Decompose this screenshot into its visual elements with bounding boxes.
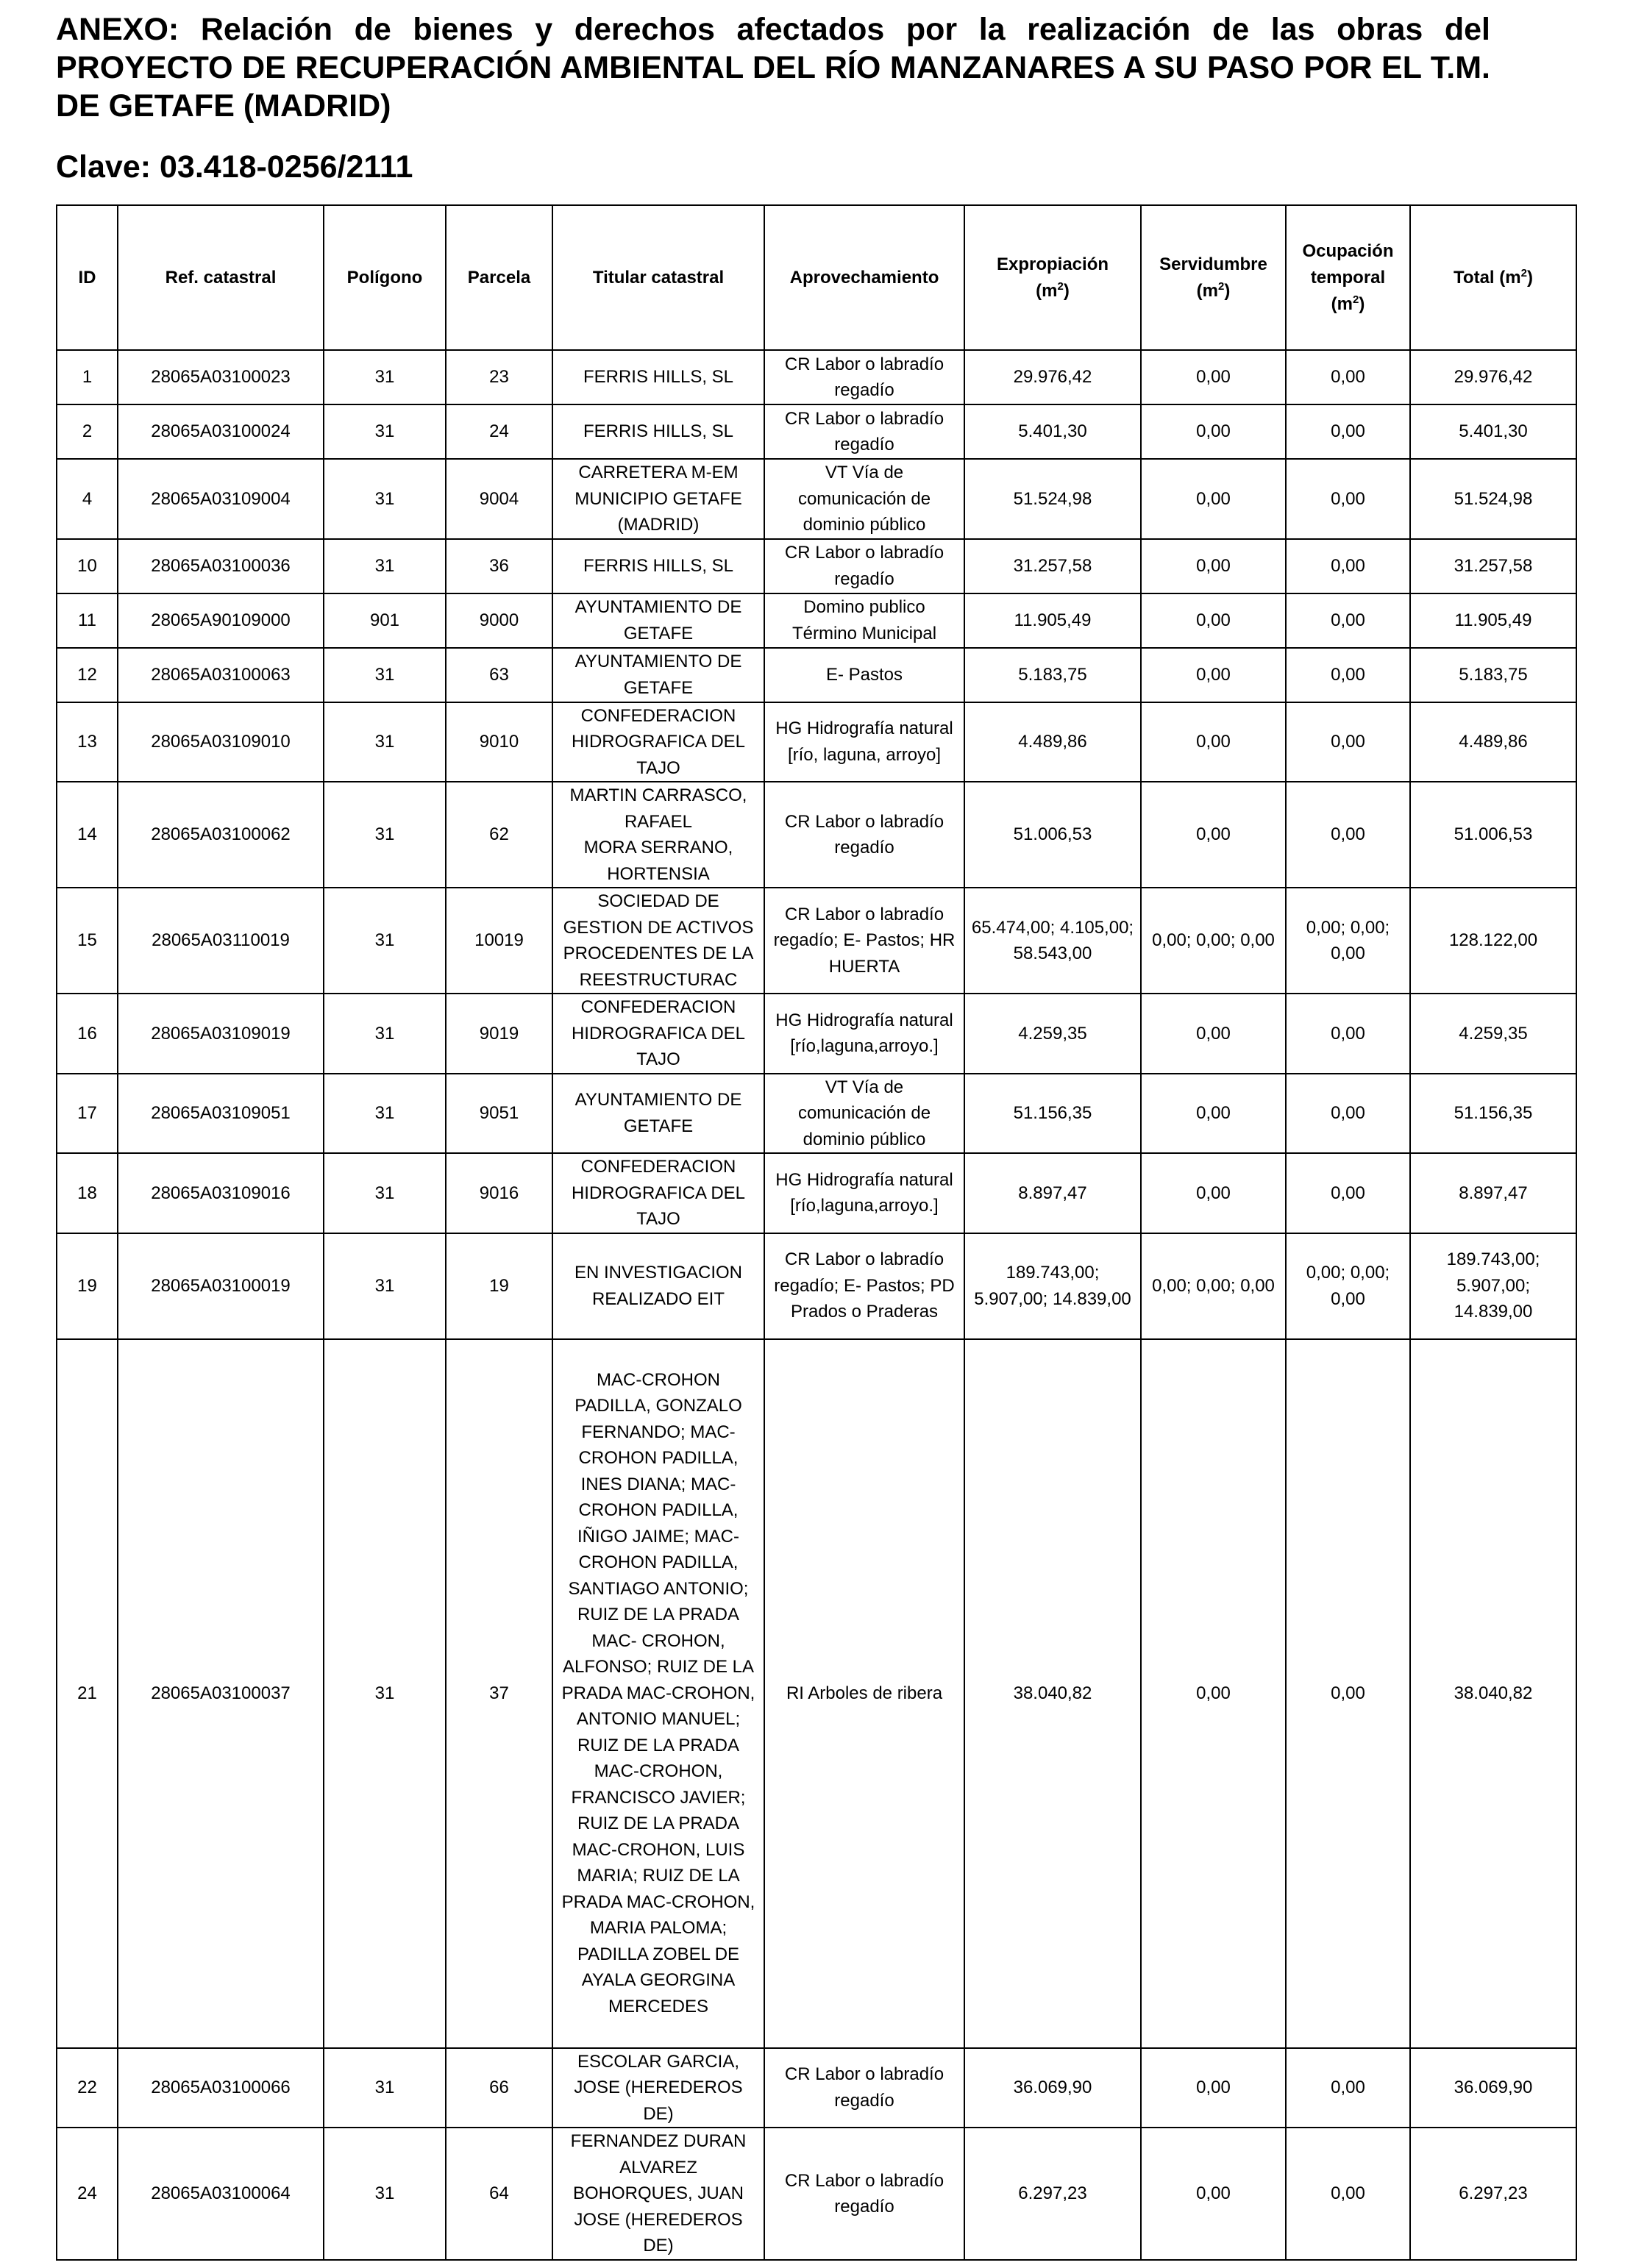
table-row bbox=[57, 782, 1576, 888]
table-row bbox=[57, 2128, 1576, 2260]
cell-aprovechamiento: CR Labor o labradío regadío bbox=[764, 404, 964, 459]
cell-parcela: 63 bbox=[446, 648, 552, 702]
cell-expropiacion: 4.259,35 bbox=[964, 994, 1141, 1074]
cell-expropiacion: 51.156,35 bbox=[964, 1074, 1141, 1154]
cell-ref-catastral: 28065A03100063 bbox=[118, 648, 324, 702]
cell-ref-catastral: 28065A03109019 bbox=[118, 994, 324, 1074]
cell-expropiacion: 189.743,00; 5.907,00; 14.839,00 bbox=[964, 1233, 1141, 1339]
table-row bbox=[57, 1153, 1576, 1233]
cell-ref-catastral: 28065A03100023 bbox=[118, 350, 324, 404]
cell-total: 51.006,53 bbox=[1410, 782, 1576, 888]
cell-poligono: 31 bbox=[324, 782, 446, 888]
table-row bbox=[57, 1074, 1576, 1154]
cell-ocupacion: 0,00 bbox=[1286, 459, 1410, 539]
header-titular: Titular catastral bbox=[552, 205, 764, 350]
table-row bbox=[57, 539, 1576, 593]
header-ocupacion-temporal: Ocupación temporal $(m^2)$ bbox=[1286, 205, 1410, 350]
header-parcela: Parcela bbox=[446, 205, 552, 350]
table-row bbox=[57, 404, 1576, 459]
cell-ref-catastral: 28065A03109051 bbox=[118, 1074, 324, 1154]
cell-expropiacion: 51.524,98 bbox=[964, 459, 1141, 539]
cell-aprovechamiento: CR Labor o labradío regadío bbox=[764, 2048, 964, 2128]
cell-ocupacion: 0,00 bbox=[1286, 702, 1410, 782]
cell-parcela: 19 bbox=[446, 1233, 552, 1339]
cell-expropiacion: 6.297,23 bbox=[964, 2128, 1141, 2260]
cell-parcela: 9010 bbox=[446, 702, 552, 782]
cell-poligono: 31 bbox=[324, 994, 446, 1074]
cell-expropiacion: 38.040,82 bbox=[964, 1339, 1141, 2048]
cell-aprovechamiento: CR Labor o labradío regadío bbox=[764, 2128, 964, 2260]
cell-id: 17 bbox=[57, 1074, 118, 1154]
cell-ocupacion: 0,00 bbox=[1286, 350, 1410, 404]
cell-ref-catastral: 28065A90109000 bbox=[118, 593, 324, 648]
cell-aprovechamiento: CR Labor o labradío regadío bbox=[764, 539, 964, 593]
cell-id: 16 bbox=[57, 994, 118, 1074]
cell-poligono: 31 bbox=[324, 350, 446, 404]
cell-ref-catastral: 28065A03110019 bbox=[118, 888, 324, 994]
cell-ref-catastral: 28065A03100037 bbox=[118, 1339, 324, 2048]
cell-aprovechamiento: HG Hidrografía natural [río,laguna,arroyo.] bbox=[764, 1153, 964, 1233]
cell-parcela: 24 bbox=[446, 404, 552, 459]
table-body bbox=[57, 350, 1576, 2260]
cell-titular: AYUNTAMIENTO DE GETAFE bbox=[552, 648, 764, 702]
cell-ocupacion: 0,00; 0,00; 0,00 bbox=[1286, 888, 1410, 994]
cell-total: 29.976,42 bbox=[1410, 350, 1576, 404]
cell-servidumbre: 0,00 bbox=[1141, 593, 1286, 648]
cell-expropiacion: 11.905,49 bbox=[964, 593, 1141, 648]
cell-titular: MARTIN CARRASCO, RAFAEL MORA SERRANO, HORTENSIA bbox=[552, 782, 764, 888]
cell-poligono: 31 bbox=[324, 2128, 446, 2260]
cell-total: 51.524,98 bbox=[1410, 459, 1576, 539]
cell-expropiacion: 29.976,42 bbox=[964, 350, 1141, 404]
table-row bbox=[57, 1233, 1576, 1339]
cell-expropiacion: 31.257,58 bbox=[964, 539, 1141, 593]
cell-poligono: 31 bbox=[324, 2048, 446, 2128]
cell-poligono: 31 bbox=[324, 1233, 446, 1339]
cell-id: 22 bbox=[57, 2048, 118, 2128]
document-title: ANEXO: Relación de bienes y derechos afectados por la realización de las obras del PROYECTO DE RECUPERACIÓN AMBIENTAL DEL RÍO MANZANARES A SU PASO POR EL T.M. DE GETAFE (MADRID) bbox=[56, 12, 1490, 124]
cell-total: 128.122,00 bbox=[1410, 888, 1576, 994]
header-poligono: Polígono bbox=[324, 205, 446, 350]
cell-id: 14 bbox=[57, 782, 118, 888]
cell-ocupacion: 0,00 bbox=[1286, 1339, 1410, 2048]
cell-servidumbre: 0,00 bbox=[1141, 994, 1286, 1074]
table-row bbox=[57, 350, 1576, 404]
cell-ref-catastral: 28065A03109004 bbox=[118, 459, 324, 539]
cell-titular: CONFEDERACION HIDROGRAFICA DEL TAJO bbox=[552, 702, 764, 782]
cell-servidumbre: 0,00 bbox=[1141, 1074, 1286, 1154]
cell-titular: ESCOLAR GARCIA, JOSE (HEREDEROS DE) bbox=[552, 2048, 764, 2128]
cell-aprovechamiento: Domino publico Término Municipal bbox=[764, 593, 964, 648]
cell-poligono: 31 bbox=[324, 888, 446, 994]
cell-expropiacion: 5.401,30 bbox=[964, 404, 1141, 459]
cell-servidumbre: 0,00 bbox=[1141, 539, 1286, 593]
cell-titular: MAC-CROHON PADILLA, GONZALO FERNANDO; MAC-CROHON PADILLA, INES DIANA; MAC-CROHON PADILLA, IÑIGO JAIME; MAC-CROHON PADILLA, SANTIAGO ANTONIO; RUIZ DE LA PRADA MAC- CROHON, ALFONSO; RUIZ DE LA PRADA MAC-CROHON, ANTONIO MANUEL; RUIZ DE LA PRADA MAC-CROHON, FRANCISCO JAVIER; RUIZ DE LA PRADA MAC-CROHON, LUIS MARIA; RUIZ DE LA PRADA MAC-CROHON, MARIA PALOMA; PADILLA ZOBEL DE AYALA GEORGINA MERCEDES bbox=[552, 1339, 764, 2048]
cell-total: 4.489,86 bbox=[1410, 702, 1576, 782]
cell-parcela: 36 bbox=[446, 539, 552, 593]
cell-poligono: 901 bbox=[324, 593, 446, 648]
cell-total: 5.401,30 bbox=[1410, 404, 1576, 459]
cell-total: 31.257,58 bbox=[1410, 539, 1576, 593]
cell-titular: SOCIEDAD DE GESTION DE ACTIVOS PROCEDENTES DE LA REESTRUCTURAC bbox=[552, 888, 764, 994]
cell-titular: FERRIS HILLS, SL bbox=[552, 404, 764, 459]
cell-id: 2 bbox=[57, 404, 118, 459]
cell-ocupacion: 0,00 bbox=[1286, 782, 1410, 888]
table-row bbox=[57, 994, 1576, 1074]
cell-aprovechamiento: CR Labor o labradío regadío bbox=[764, 782, 964, 888]
cell-ref-catastral: 28065A03100024 bbox=[118, 404, 324, 459]
cell-aprovechamiento: HG Hidrografía natural [río,laguna,arroyo.] bbox=[764, 994, 964, 1074]
cell-aprovechamiento: RI Arboles de ribera bbox=[764, 1339, 964, 2048]
cell-servidumbre: 0,00 bbox=[1141, 782, 1286, 888]
cell-ocupacion: 0,00 bbox=[1286, 648, 1410, 702]
cell-parcela: 37 bbox=[446, 1339, 552, 2048]
header-aprovechamiento: Aprovechamiento bbox=[764, 205, 964, 350]
cell-titular: FERNANDEZ DURAN ALVAREZ BOHORQUES, JUAN JOSE (HEREDEROS DE) bbox=[552, 2128, 764, 2260]
cell-aprovechamiento: HG Hidrografía natural [río, laguna, arroyo] bbox=[764, 702, 964, 782]
cell-servidumbre: 0,00 bbox=[1141, 350, 1286, 404]
header-ref-catastral: Ref. catastral bbox=[118, 205, 324, 350]
project-key: Clave: 03.418-0256/2111 bbox=[56, 149, 413, 185]
cell-poligono: 31 bbox=[324, 1074, 446, 1154]
cell-parcela: 9016 bbox=[446, 1153, 552, 1233]
cell-ocupacion: 0,00; 0,00; 0,00 bbox=[1286, 1233, 1410, 1339]
cell-total: 36.069,90 bbox=[1410, 2048, 1576, 2128]
cell-ref-catastral: 28065A03100036 bbox=[118, 539, 324, 593]
cell-parcela: 66 bbox=[446, 2048, 552, 2128]
cell-titular: AYUNTAMIENTO DE GETAFE bbox=[552, 1074, 764, 1154]
cell-servidumbre: 0,00; 0,00; 0,00 bbox=[1141, 888, 1286, 994]
cell-parcela: 9000 bbox=[446, 593, 552, 648]
cell-titular: FERRIS HILLS, SL bbox=[552, 350, 764, 404]
cell-titular: CARRETERA M-EM MUNICIPIO GETAFE (MADRID) bbox=[552, 459, 764, 539]
cell-ocupacion: 0,00 bbox=[1286, 1153, 1410, 1233]
cell-expropiacion: 65.474,00; 4.105,00; 58.543,00 bbox=[964, 888, 1141, 994]
cell-total: 5.183,75 bbox=[1410, 648, 1576, 702]
cell-ref-catastral: 28065A03100019 bbox=[118, 1233, 324, 1339]
cell-aprovechamiento: CR Labor o labradío regadío; E- Pastos; PD Prados o Praderas bbox=[764, 1233, 964, 1339]
cell-ref-catastral: 28065A03109016 bbox=[118, 1153, 324, 1233]
cell-poligono: 31 bbox=[324, 702, 446, 782]
cell-id: 11 bbox=[57, 593, 118, 648]
table-row bbox=[57, 2048, 1576, 2128]
cell-ref-catastral: 28065A03100064 bbox=[118, 2128, 324, 2260]
cell-servidumbre: 0,00 bbox=[1141, 1153, 1286, 1233]
cell-poligono: 31 bbox=[324, 539, 446, 593]
cell-total: 6.297,23 bbox=[1410, 2128, 1576, 2260]
cell-ref-catastral: 28065A03109010 bbox=[118, 702, 324, 782]
cell-servidumbre: 0,00 bbox=[1141, 648, 1286, 702]
header-id: ID bbox=[57, 205, 118, 350]
cell-servidumbre: 0,00 bbox=[1141, 404, 1286, 459]
cell-id: 1 bbox=[57, 350, 118, 404]
cell-ocupacion: 0,00 bbox=[1286, 539, 1410, 593]
cell-poligono: 31 bbox=[324, 459, 446, 539]
table-row bbox=[57, 888, 1576, 994]
cell-total: 51.156,35 bbox=[1410, 1074, 1576, 1154]
cell-poligono: 31 bbox=[324, 1339, 446, 2048]
cell-ref-catastral: 28065A03100066 bbox=[118, 2048, 324, 2128]
header-servidumbre: Servidumbre $(m^2)$ bbox=[1141, 205, 1286, 350]
cell-id: 18 bbox=[57, 1153, 118, 1233]
cell-total: 11.905,49 bbox=[1410, 593, 1576, 648]
affected-properties-table bbox=[56, 204, 1577, 2261]
cell-id: 13 bbox=[57, 702, 118, 782]
cell-id: 21 bbox=[57, 1339, 118, 2048]
cell-titular: AYUNTAMIENTO DE GETAFE bbox=[552, 593, 764, 648]
cell-servidumbre: 0,00 bbox=[1141, 1339, 1286, 2048]
cell-expropiacion: 4.489,86 bbox=[964, 702, 1141, 782]
cell-parcela: 64 bbox=[446, 2128, 552, 2260]
cell-total: 38.040,82 bbox=[1410, 1339, 1576, 2048]
cell-id: 12 bbox=[57, 648, 118, 702]
cell-aprovechamiento: CR Labor o labradío regadío; E- Pastos; HR HUERTA bbox=[764, 888, 964, 994]
table-row bbox=[57, 1339, 1576, 2048]
cell-aprovechamiento: VT Vía de comunicación de dominio público bbox=[764, 1074, 964, 1154]
cell-parcela: 62 bbox=[446, 782, 552, 888]
header-row bbox=[57, 205, 1576, 350]
table-row bbox=[57, 702, 1576, 782]
cell-servidumbre: 0,00 bbox=[1141, 2128, 1286, 2260]
cell-id: 4 bbox=[57, 459, 118, 539]
cell-servidumbre: 0,00 bbox=[1141, 2048, 1286, 2128]
cell-id: 15 bbox=[57, 888, 118, 994]
table-row bbox=[57, 459, 1576, 539]
cell-total: 189.743,00; 5.907,00; 14.839,00 bbox=[1410, 1233, 1576, 1339]
cell-parcela: 9004 bbox=[446, 459, 552, 539]
header-total: Total $(m^2)$ bbox=[1410, 205, 1576, 350]
cell-titular: EN INVESTIGACION REALIZADO EIT bbox=[552, 1233, 764, 1339]
cell-id: 19 bbox=[57, 1233, 118, 1339]
cell-expropiacion: 51.006,53 bbox=[964, 782, 1141, 888]
cell-id: 10 bbox=[57, 539, 118, 593]
cell-titular: CONFEDERACION HIDROGRAFICA DEL TAJO bbox=[552, 1153, 764, 1233]
cell-expropiacion: 36.069,90 bbox=[964, 2048, 1141, 2128]
cell-titular: FERRIS HILLS, SL bbox=[552, 539, 764, 593]
cell-aprovechamiento: E- Pastos bbox=[764, 648, 964, 702]
cell-ocupacion: 0,00 bbox=[1286, 404, 1410, 459]
cell-ocupacion: 0,00 bbox=[1286, 2128, 1410, 2260]
cell-total: 8.897,47 bbox=[1410, 1153, 1576, 1233]
cell-aprovechamiento: CR Labor o labradío regadío bbox=[764, 350, 964, 404]
cell-ocupacion: 0,00 bbox=[1286, 994, 1410, 1074]
cell-ocupacion: 0,00 bbox=[1286, 1074, 1410, 1154]
cell-aprovechamiento: VT Vía de comunicación de dominio público bbox=[764, 459, 964, 539]
cell-expropiacion: 8.897,47 bbox=[964, 1153, 1141, 1233]
cell-ref-catastral: 28065A03100062 bbox=[118, 782, 324, 888]
cell-id: 24 bbox=[57, 2128, 118, 2260]
table-row bbox=[57, 648, 1576, 702]
cell-poligono: 31 bbox=[324, 1153, 446, 1233]
cell-poligono: 31 bbox=[324, 648, 446, 702]
cell-poligono: 31 bbox=[324, 404, 446, 459]
cell-parcela: 23 bbox=[446, 350, 552, 404]
cell-ocupacion: 0,00 bbox=[1286, 593, 1410, 648]
cell-expropiacion: 5.183,75 bbox=[964, 648, 1141, 702]
cell-servidumbre: 0,00 bbox=[1141, 702, 1286, 782]
cell-parcela: 9051 bbox=[446, 1074, 552, 1154]
cell-titular: CONFEDERACION HIDROGRAFICA DEL TAJO bbox=[552, 994, 764, 1074]
cell-total: 4.259,35 bbox=[1410, 994, 1576, 1074]
table-header bbox=[57, 205, 1576, 350]
cell-servidumbre: 0,00; 0,00; 0,00 bbox=[1141, 1233, 1286, 1339]
cell-ocupacion: 0,00 bbox=[1286, 2048, 1410, 2128]
cell-parcela: 9019 bbox=[446, 994, 552, 1074]
cell-parcela: 10019 bbox=[446, 888, 552, 994]
cell-servidumbre: 0,00 bbox=[1141, 459, 1286, 539]
header-expropiacion: Expropiación $(m^2)$ bbox=[964, 205, 1141, 350]
table-row bbox=[57, 593, 1576, 648]
